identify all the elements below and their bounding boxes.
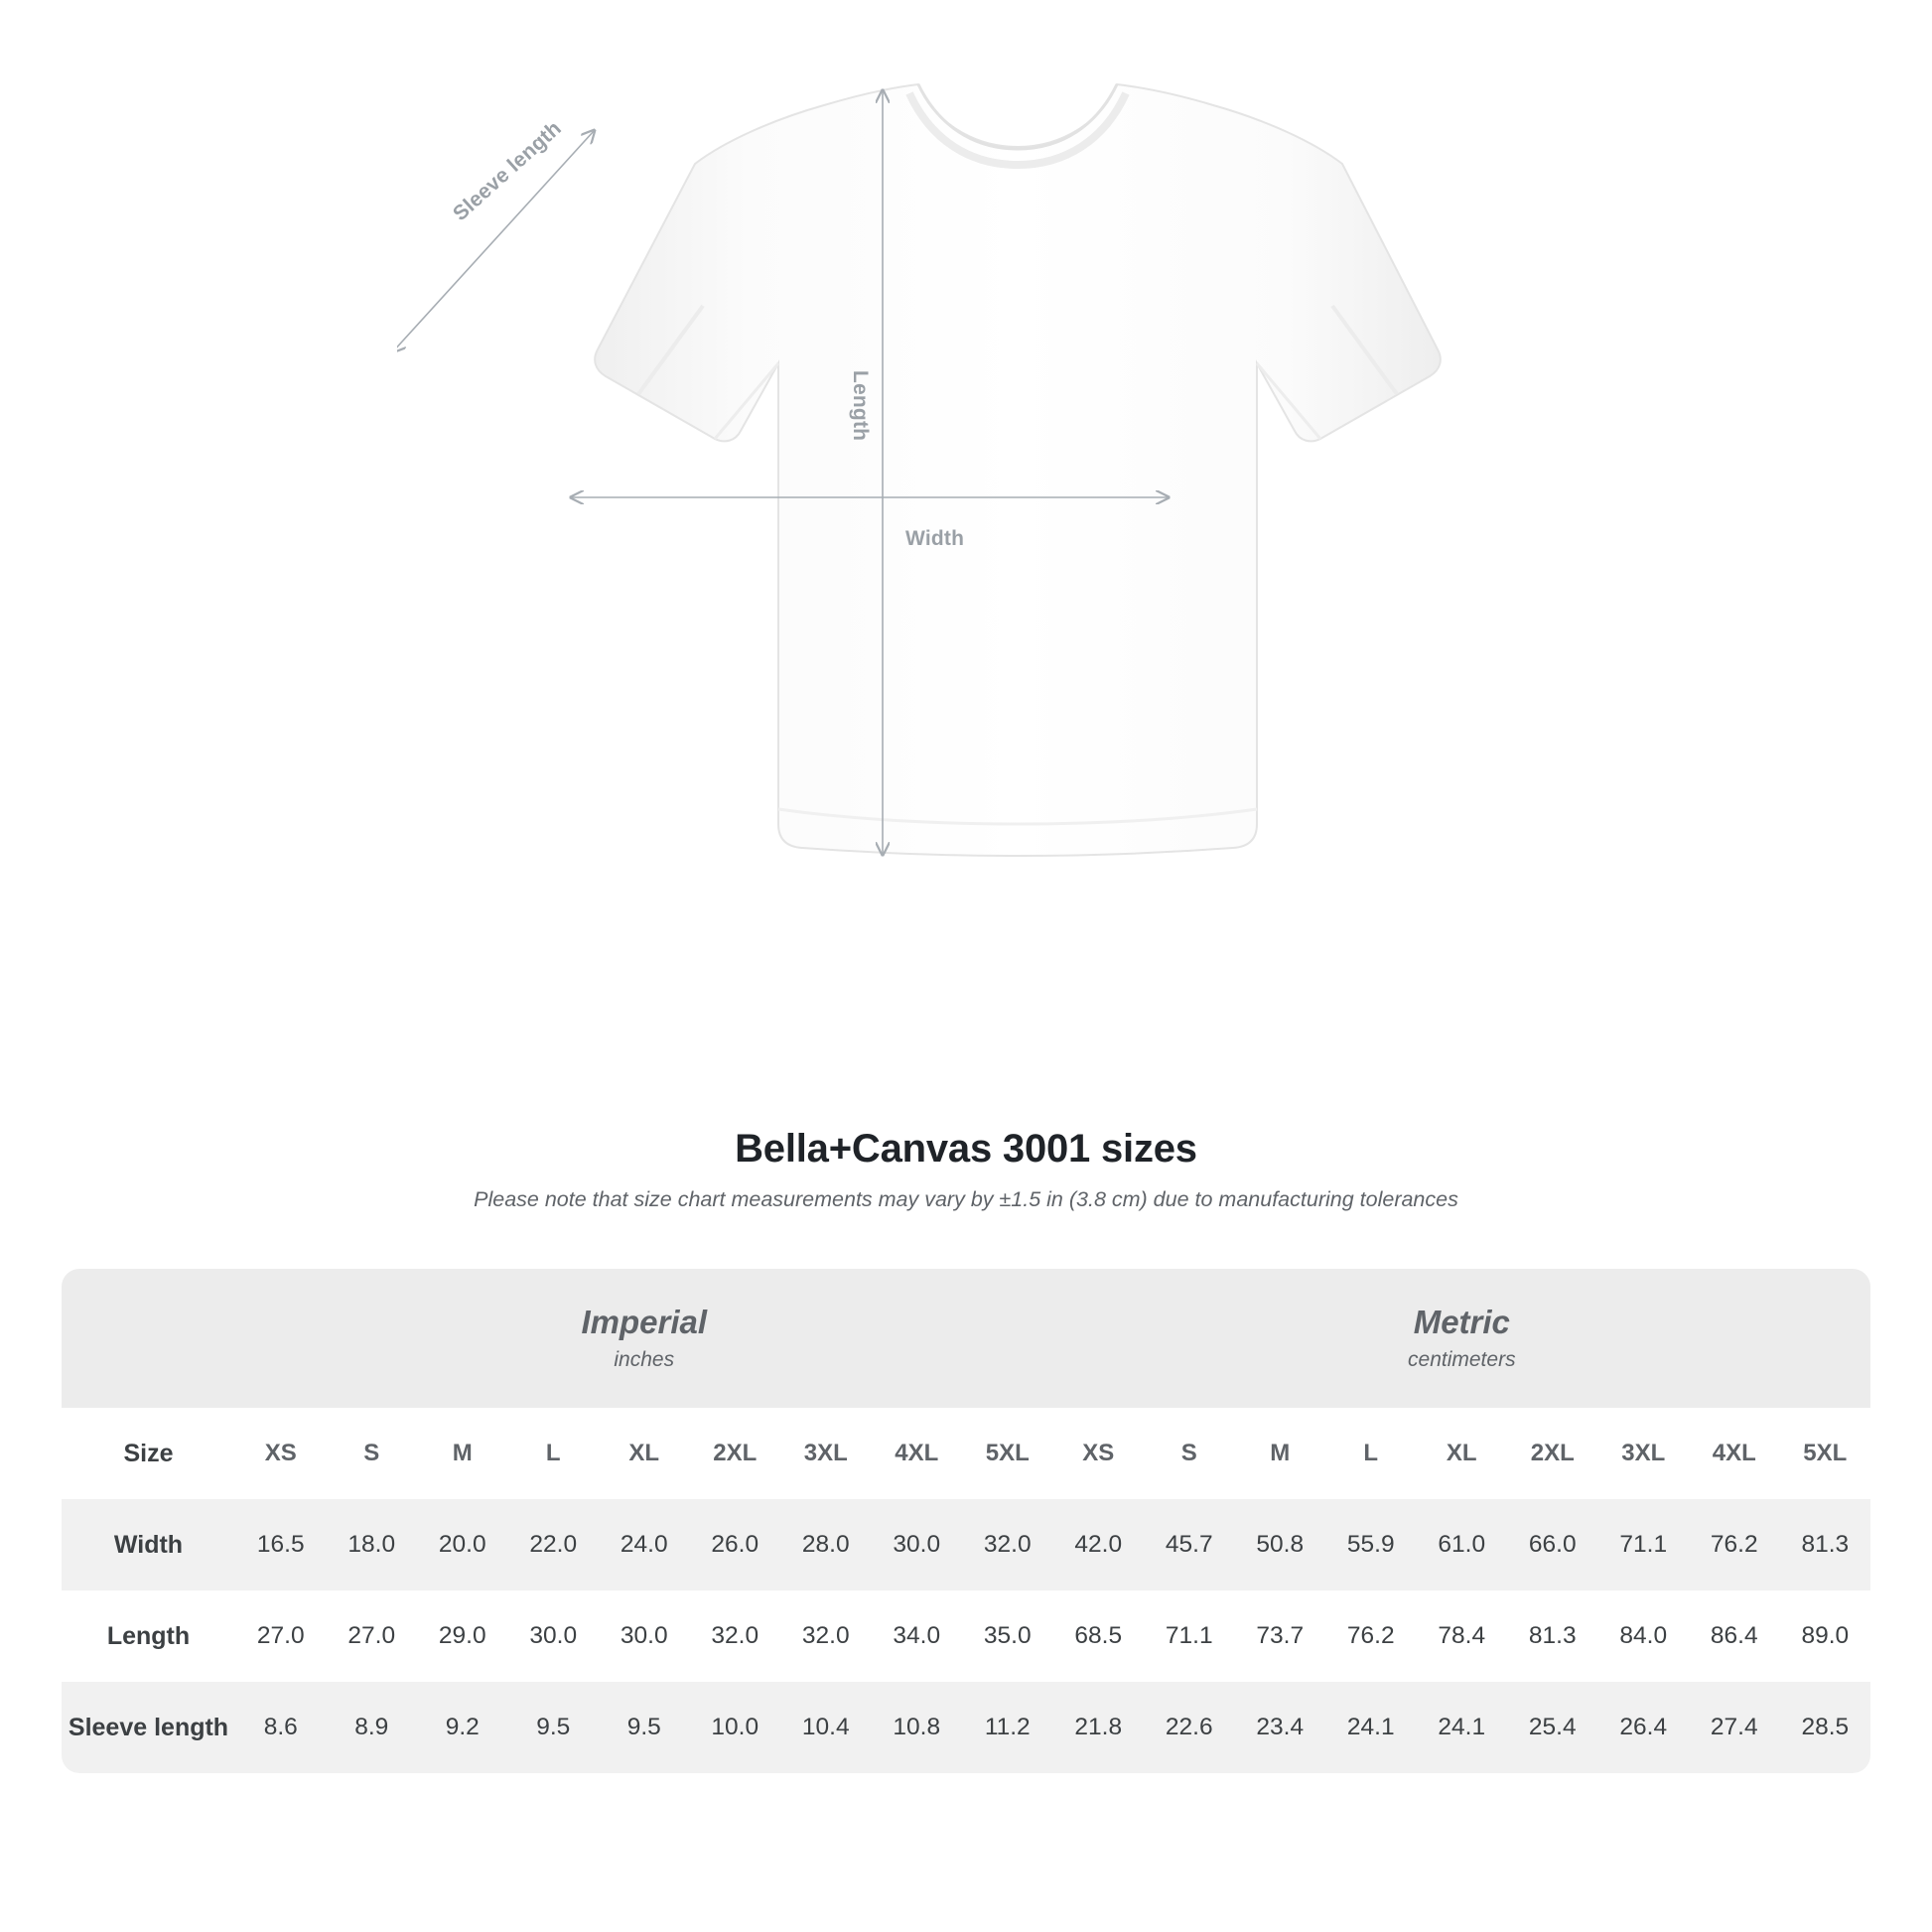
column-header-12: L: [1325, 1408, 1417, 1499]
cell-r0-c9: 42.0: [1053, 1499, 1145, 1590]
column-header-9: XS: [1053, 1408, 1145, 1499]
cell-r0-c13: 61.0: [1417, 1499, 1508, 1590]
cell-r0-c11: 50.8: [1235, 1499, 1326, 1590]
column-header-13: XL: [1417, 1408, 1508, 1499]
column-header-8: 5XL: [962, 1408, 1053, 1499]
unit-band-row: [62, 1269, 1870, 1408]
cell-r1-c10: 71.1: [1144, 1590, 1235, 1682]
page-title: Bella+Canvas 3001 sizes: [735, 1127, 1197, 1171]
cell-r1-c12: 76.2: [1325, 1590, 1417, 1682]
cell-r2-c1: 8.9: [327, 1682, 418, 1773]
column-header-2: M: [417, 1408, 508, 1499]
column-header-1: S: [327, 1408, 418, 1499]
size-table: [62, 1269, 1870, 1773]
cell-r2-c0: 8.6: [235, 1682, 327, 1773]
cell-r0-c10: 45.7: [1144, 1499, 1235, 1590]
column-header-15: 3XL: [1598, 1408, 1690, 1499]
cell-r2-c16: 27.4: [1689, 1682, 1780, 1773]
column-header-0: XS: [235, 1408, 327, 1499]
column-header-14: 2XL: [1507, 1408, 1598, 1499]
cell-r1-c17: 89.0: [1780, 1590, 1871, 1682]
cell-r1-c14: 81.3: [1507, 1590, 1598, 1682]
cell-r2-c5: 10.0: [690, 1682, 781, 1773]
column-header-16: 4XL: [1689, 1408, 1780, 1499]
unit-imperial-sub: inches: [614, 1348, 675, 1372]
cell-r0-c4: 24.0: [599, 1499, 690, 1590]
cell-r2-c14: 25.4: [1507, 1682, 1598, 1773]
unit-metric: [1053, 1269, 1871, 1408]
cell-r2-c4: 9.5: [599, 1682, 690, 1773]
column-header-11: M: [1235, 1408, 1326, 1499]
table-header-row: [62, 1408, 1870, 1499]
cell-r2-c13: 24.1: [1417, 1682, 1508, 1773]
cell-r0-c5: 26.0: [690, 1499, 781, 1590]
cell-r2-c15: 26.4: [1598, 1682, 1690, 1773]
cell-r2-c2: 9.2: [417, 1682, 508, 1773]
cell-r2-c9: 21.8: [1053, 1682, 1145, 1773]
unit-metric-name: Metric: [1413, 1303, 1510, 1340]
table-row: [62, 1682, 1870, 1773]
cell-r2-c11: 23.4: [1235, 1682, 1326, 1773]
cell-r1-c1: 27.0: [327, 1590, 418, 1682]
cell-r0-c6: 28.0: [780, 1499, 872, 1590]
cell-r0-c7: 30.0: [872, 1499, 963, 1590]
cell-r0-c3: 22.0: [508, 1499, 600, 1590]
header-size-label: Size: [62, 1408, 235, 1499]
unit-imperial: [235, 1269, 1053, 1408]
cell-r1-c5: 32.0: [690, 1590, 781, 1682]
column-header-5: 2XL: [690, 1408, 781, 1499]
cell-r2-c8: 11.2: [962, 1682, 1053, 1773]
table-corner-cell: [62, 1269, 235, 1408]
cell-r2-c12: 24.1: [1325, 1682, 1417, 1773]
cell-r1-c6: 32.0: [780, 1590, 872, 1682]
cell-r0-c0: 16.5: [235, 1499, 327, 1590]
cell-r1-c13: 78.4: [1417, 1590, 1508, 1682]
size-table-wrap: [62, 1269, 1870, 1773]
cell-r1-c11: 73.7: [1235, 1590, 1326, 1682]
cell-r1-c16: 86.4: [1689, 1590, 1780, 1682]
title-block: [0, 1127, 1932, 1212]
cell-r0-c16: 76.2: [1689, 1499, 1780, 1590]
cell-r1-c0: 27.0: [235, 1590, 327, 1682]
unit-imperial-name: Imperial: [581, 1303, 708, 1340]
cell-r0-c2: 20.0: [417, 1499, 508, 1590]
cell-r2-c17: 28.5: [1780, 1682, 1871, 1773]
unit-metric-sub: centimeters: [1408, 1348, 1516, 1372]
row-label-0: Width: [62, 1499, 235, 1590]
column-header-10: S: [1144, 1408, 1235, 1499]
column-header-7: 4XL: [872, 1408, 963, 1499]
cell-r0-c8: 32.0: [962, 1499, 1053, 1590]
cell-r2-c10: 22.6: [1144, 1682, 1235, 1773]
cell-r0-c17: 81.3: [1780, 1499, 1871, 1590]
sleeve-length-label: Sleeve length: [449, 116, 566, 226]
width-label: Width: [905, 527, 965, 550]
cell-r0-c1: 18.0: [327, 1499, 418, 1590]
cell-r1-c7: 34.0: [872, 1590, 963, 1682]
cell-r1-c4: 30.0: [599, 1590, 690, 1682]
length-label: Length: [849, 370, 872, 442]
column-header-6: 3XL: [780, 1408, 872, 1499]
row-label-1: Length: [62, 1590, 235, 1682]
column-header-17: 5XL: [1780, 1408, 1871, 1499]
cell-r1-c2: 29.0: [417, 1590, 508, 1682]
column-header-3: L: [508, 1408, 600, 1499]
cell-r1-c8: 35.0: [962, 1590, 1053, 1682]
table-row: [62, 1590, 1870, 1682]
table-row: [62, 1499, 1870, 1590]
cell-r0-c14: 66.0: [1507, 1499, 1598, 1590]
cell-r1-c3: 30.0: [508, 1590, 600, 1682]
row-label-2: Sleeve length: [62, 1682, 235, 1773]
cell-r2-c7: 10.8: [872, 1682, 963, 1773]
cell-r1-c15: 84.0: [1598, 1590, 1690, 1682]
cell-r1-c9: 68.5: [1053, 1590, 1145, 1682]
column-header-4: XL: [599, 1408, 690, 1499]
cell-r0-c12: 55.9: [1325, 1499, 1417, 1590]
dimension-lines: [397, 69, 1469, 1052]
cell-r2-c3: 9.5: [508, 1682, 600, 1773]
tolerance-note: Please note that size chart measurements may vary by ±1.5 in (3.8 cm) due to manufacturing tolerances: [474, 1187, 1458, 1211]
cell-r0-c15: 71.1: [1598, 1499, 1690, 1590]
cell-r2-c6: 10.4: [780, 1682, 872, 1773]
